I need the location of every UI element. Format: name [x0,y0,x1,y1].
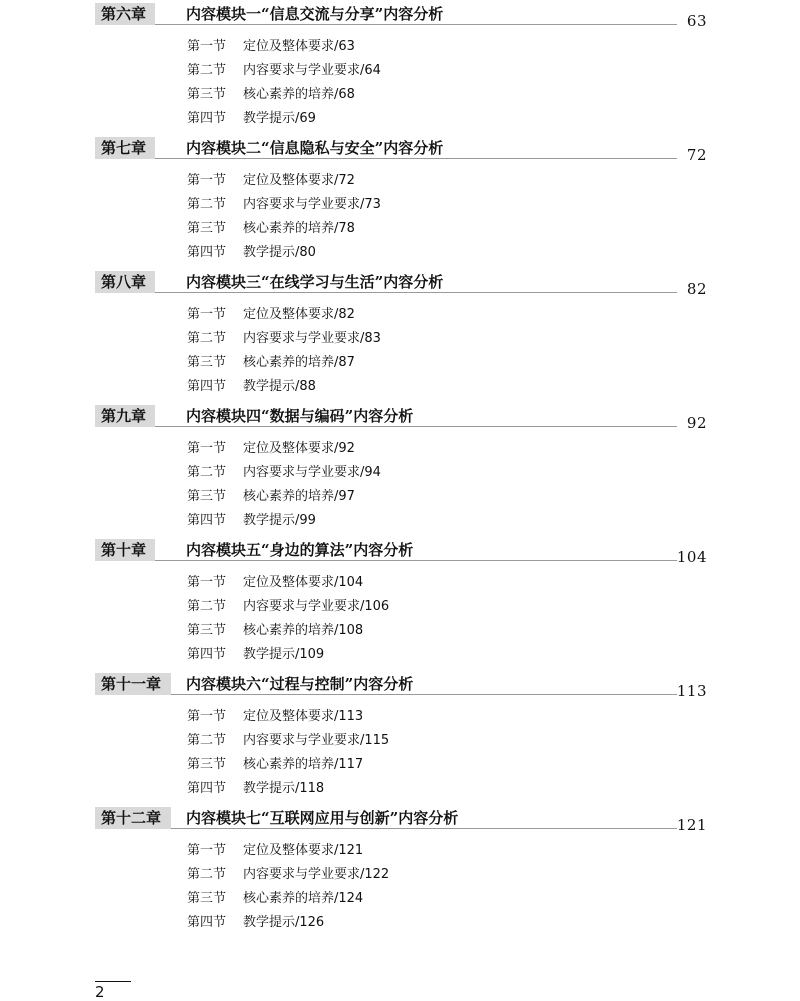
section-number: 第四节 [187,111,227,126]
section-number: 第一节 [187,173,227,188]
section-entry[interactable] [187,485,381,509]
section-entry[interactable] [187,777,389,801]
chapter-title: 内容模块一“信息交流与分享”内容分析 [186,5,444,23]
chapter-label: 第十章 [95,539,155,561]
section-entry[interactable] [187,169,381,193]
section-entry[interactable] [187,911,389,935]
section-title: 定位及整体要求/92 [243,441,355,456]
section-entry[interactable] [187,327,381,351]
chapter-heading[interactable] [95,673,707,699]
chapter-rule [171,694,677,695]
chapter-title: 内容模块五“身边的算法”内容分析 [186,541,414,559]
section-number: 第四节 [187,513,227,528]
chapter-label: 第七章 [95,137,155,159]
section-title: 核心素养的培养/108 [243,623,364,638]
chapter-page-number: 113 [676,682,707,700]
section-list [187,705,389,801]
section-title: 核心素养的培养/68 [243,87,355,102]
chapter-page-number: 121 [676,816,707,834]
section-number: 第二节 [187,733,227,748]
chapter-heading[interactable] [95,3,707,29]
section-title: 教学提示/88 [243,379,316,394]
section-entry[interactable] [187,461,381,485]
section-entry[interactable] [187,729,389,753]
chapter-label: 第八章 [95,271,155,293]
chapter-title: 内容模块三“在线学习与生活”内容分析 [186,273,444,291]
chapter-title: 内容模块四“数据与编码”内容分析 [186,407,414,425]
chapter-rule [155,158,677,159]
chapter-heading[interactable] [95,271,707,297]
section-title: 定位及整体要求/82 [243,307,355,322]
section-entry[interactable] [187,753,389,777]
section-entry[interactable] [187,303,381,327]
section-title: 教学提示/118 [243,781,325,796]
section-number: 第二节 [187,197,227,212]
section-entry[interactable] [187,83,381,107]
section-entry[interactable] [187,217,381,241]
section-list [187,35,381,131]
chapter-rule [155,560,677,561]
chapter-page-number: 63 [686,12,707,30]
section-title: 内容要求与学业要求/83 [243,331,381,346]
section-number: 第二节 [187,599,227,614]
section-number: 第二节 [187,867,227,882]
section-entry[interactable] [187,241,381,265]
section-number: 第四节 [187,781,227,796]
section-entry[interactable] [187,863,389,887]
section-list [187,571,389,667]
chapter-entry [95,137,707,271]
section-number: 第三节 [187,757,227,772]
section-number: 第一节 [187,307,227,322]
section-title: 核心素养的培养/87 [243,355,355,370]
chapter-heading[interactable] [95,405,707,431]
section-entry[interactable] [187,59,381,83]
chapter-entry [95,807,707,941]
section-number: 第三节 [187,891,227,906]
section-title: 教学提示/69 [243,111,316,126]
section-title: 定位及整体要求/63 [243,39,355,54]
chapter-label: 第十二章 [95,807,171,829]
section-title: 教学提示/99 [243,513,316,528]
section-entry[interactable] [187,643,389,667]
section-title: 核心素养的培养/78 [243,221,355,236]
footer-rule [95,981,131,982]
section-number: 第四节 [187,245,227,260]
section-number: 第二节 [187,63,227,78]
section-title: 教学提示/80 [243,245,316,260]
section-number: 第一节 [187,575,227,590]
section-title: 内容要求与学业要求/122 [243,867,390,882]
section-title: 教学提示/109 [243,647,325,662]
section-entry[interactable] [187,107,381,131]
chapter-page-number: 82 [686,280,707,298]
section-title: 核心素养的培养/117 [243,757,364,772]
section-number: 第三节 [187,87,227,102]
section-number: 第四节 [187,379,227,394]
section-title: 内容要求与学业要求/94 [243,465,381,480]
chapter-entry [95,3,707,137]
chapter-heading[interactable] [95,807,707,833]
section-title: 定位及整体要求/113 [243,709,364,724]
chapter-rule [155,292,677,293]
chapter-page-number: 104 [676,548,707,566]
section-entry[interactable] [187,705,389,729]
chapter-title: 内容模块二“信息隐私与安全”内容分析 [186,139,444,157]
section-entry[interactable] [187,35,381,59]
section-number: 第四节 [187,647,227,662]
chapter-entry [95,271,707,405]
section-list [187,437,381,533]
section-entry[interactable] [187,351,381,375]
section-entry[interactable] [187,571,389,595]
section-title: 教学提示/126 [243,915,325,930]
section-entry[interactable] [187,619,389,643]
section-number: 第三节 [187,221,227,236]
section-list [187,169,381,265]
section-number: 第四节 [187,915,227,930]
chapter-heading[interactable] [95,539,707,565]
section-title: 核心素养的培养/124 [243,891,364,906]
section-number: 第二节 [187,465,227,480]
chapter-rule [171,828,677,829]
section-entry[interactable] [187,193,381,217]
section-title: 定位及整体要求/72 [243,173,355,188]
section-number: 第一节 [187,843,227,858]
chapter-title: 内容模块六“过程与控制”内容分析 [186,675,414,693]
chapter-rule [155,24,677,25]
section-entry[interactable] [187,595,389,619]
section-number: 第三节 [187,489,227,504]
section-title: 定位及整体要求/104 [243,575,364,590]
section-entry[interactable] [187,375,381,399]
section-title: 定位及整体要求/121 [243,843,364,858]
chapter-entry [95,405,707,539]
chapter-label: 第十一章 [95,673,171,695]
section-number: 第三节 [187,623,227,638]
chapter-page-number: 72 [686,146,707,164]
section-number: 第三节 [187,355,227,370]
page-number: 2 [95,983,105,1001]
section-title: 内容要求与学业要求/106 [243,599,390,614]
section-number: 第一节 [187,39,227,54]
section-title: 内容要求与学业要求/115 [243,733,390,748]
section-title: 内容要求与学业要求/64 [243,63,381,78]
section-list [187,839,389,935]
section-title: 核心素养的培养/97 [243,489,355,504]
section-number: 第一节 [187,441,227,456]
chapter-page-number: 92 [686,414,707,432]
section-number: 第二节 [187,331,227,346]
section-entry[interactable] [187,509,381,533]
section-entry[interactable] [187,887,389,911]
chapter-entry [95,539,707,673]
section-entry[interactable] [187,437,381,461]
section-entry[interactable] [187,839,389,863]
chapter-rule [155,426,677,427]
section-title: 内容要求与学业要求/73 [243,197,381,212]
section-number: 第一节 [187,709,227,724]
chapter-entry [95,673,707,807]
chapter-heading[interactable] [95,137,707,163]
chapter-label: 第六章 [95,3,155,25]
chapter-label: 第九章 [95,405,155,427]
section-list [187,303,381,399]
chapter-title: 内容模块七“互联网应用与创新”内容分析 [186,809,459,827]
